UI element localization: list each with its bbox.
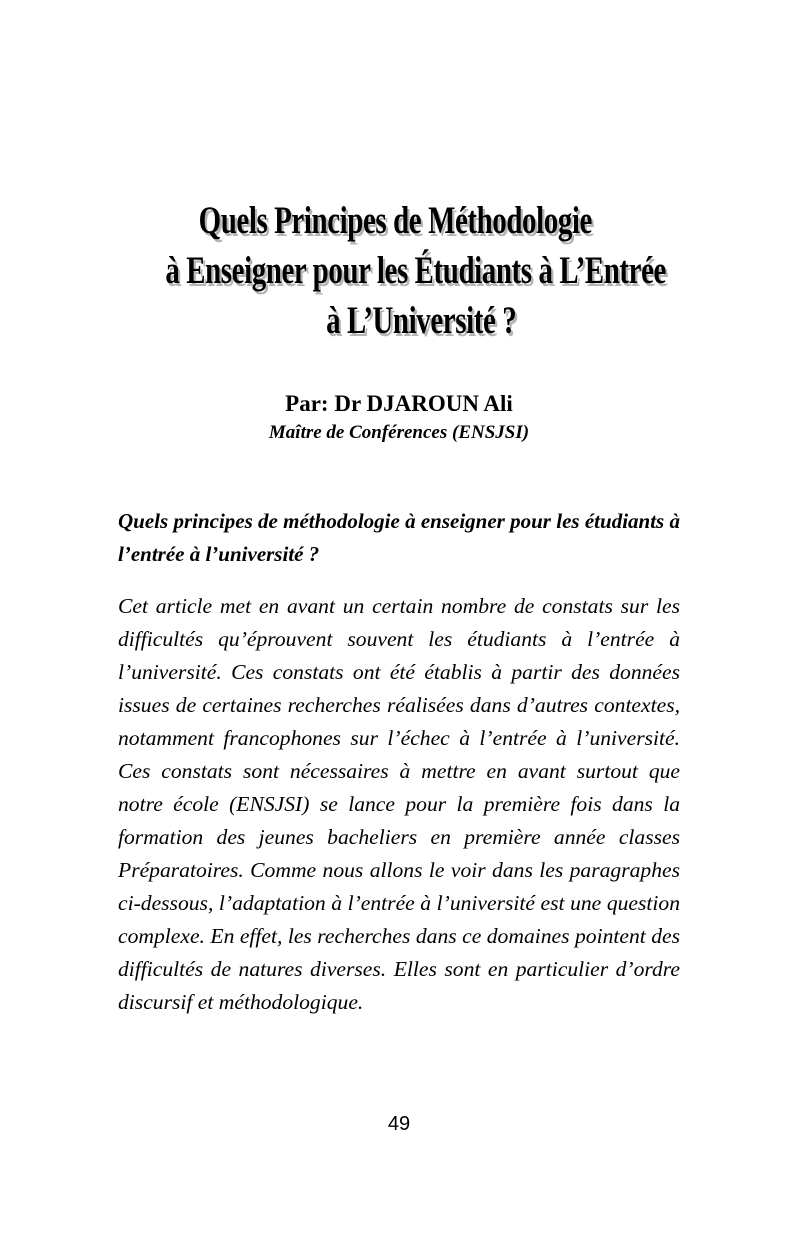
research-question: Quels principes de méthodologie à enseigner pour les étudiants à l’entrée à l’université ? <box>118 509 680 566</box>
article-title <box>104 196 695 346</box>
title-line-2: à Enseigner pour les Étudiants à L’Entrée <box>165 249 666 292</box>
author-byline: Par: Dr DJAROUN Ali <box>285 391 513 416</box>
title-line-1: Quels Principes de Méthodologie <box>198 199 592 242</box>
abstract-paragraph: Cet article met en avant un certain nombre de constats sur les difficultés qu’éprouvent souvent les étudiants à l’entrée à l’université. Ces constats ont été établis à partir des données issues de certaines recherches réalisées dans d’autres contextes, notamment francophones sur l’échec à l’entrée à l’université. Ces constats sont nécessaires à mettre en avant surtout que notre école (ENSJSI) se lance pour la première fois dans la formation des jeunes bacheliers en première année classes Préparatoires. Comme nous allons le voir dans les paragraphes ci-dessous, l’adaptation à l’entrée à l’université est une question complexe. En effet, les recherches dans ce domaines pointent des difficultés de natures diverses. Elles sont en particulier d’ordre discursif et méthodologique. <box>118 594 680 1014</box>
title-line-3: à L’Université ? <box>326 299 517 342</box>
author-affiliation: Maître de Conférences (ENSJSI) <box>268 422 530 443</box>
page-number: 49 <box>387 1113 411 1135</box>
